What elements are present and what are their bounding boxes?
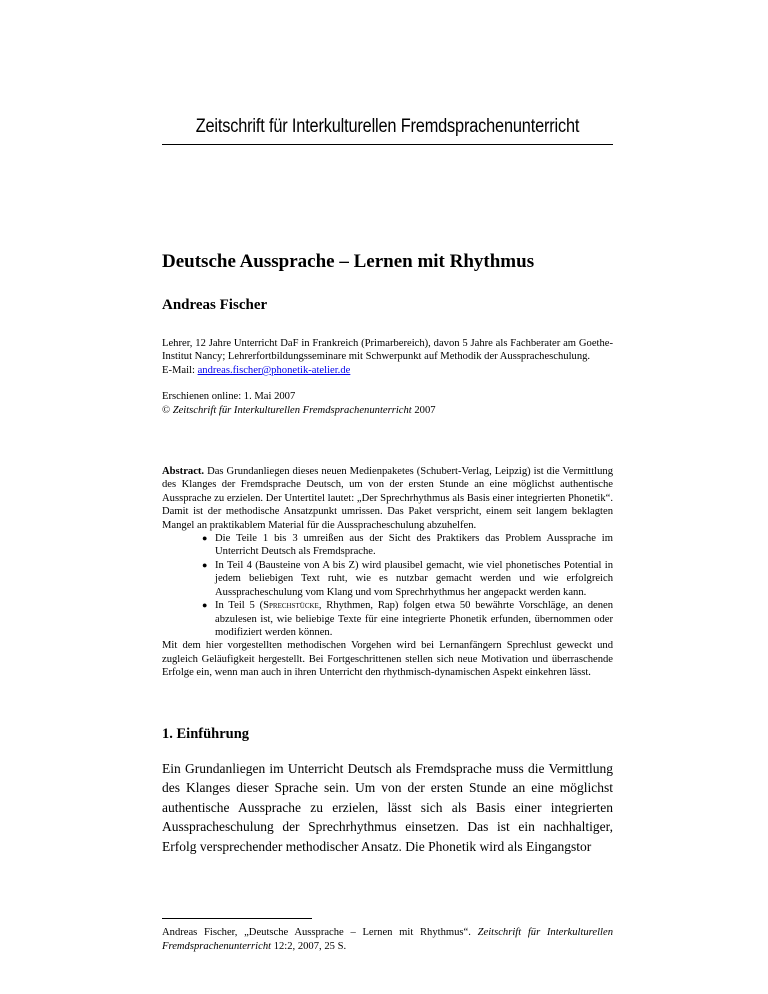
header-rule — [162, 144, 613, 145]
list-item — [162, 599, 613, 639]
bullet-text-pre: In Teil 5 ( — [215, 600, 264, 612]
email-label: E-Mail: — [162, 364, 198, 376]
section-heading: 1. Einführung — [162, 725, 250, 742]
bullet-text: Die Teile 1 bis 3 umreißen aus der Sicht des Praktikers das Problem Aussprache im Unterricht Deutsch als Fremdsprache. — [215, 533, 613, 558]
article-content — [162, 250, 613, 856]
journal-header: Zeitschrift für Interkulturellen Fremdsprachenunterricht — [195, 116, 580, 137]
abstract-intro: Das Grundanliegen dieses neuen Medienpaketes (Schubert-Verlag, Leipzig) ist die Vermittlung des Klanges der Fremdsprache Deutsch, um von der ersten Stunde an eine möglichst authentische Aussprache zu erzielen. Der Untertitel lautet: „Der Sprechrhythmus als Basis einer integrierten Phonetik“. Damit ist der methodische Ansatzpunkt umrissen. Das Paket verspricht, einem seit langem beklagten Mangel an praktikablem Material für die Ausspracheschulung abzuhelfen. — [162, 466, 613, 531]
bullet-text: In Teil 4 (Bausteine von A bis Z) wird plausibel gemacht, wie viel phonetisches Potential in jedem beliebigen Text ruht, wie es nutzbar gemacht werden und wie erfolgreich Ausspracheschulung vom Klang und vom Sprechrhythmus her angepackt werden kann. — [215, 559, 613, 598]
article-author: Andreas Fischer — [162, 297, 268, 313]
section-body: Ein Grundanliegen im Unterricht Deutsch als Fremdsprache muss die Vermittlung des Klanges dieser Sprache sein. Um von der ersten Stunde an eine möglichst authentische Aussprache zu erzielen, lässt sich als Basis einer integrierten Ausspracheschulung der Sprechrhythmus einsetzen. Das ist ein nachhaltiger, Erfolg versprechender methodischer Ansatz. Die Phonetik wird als Eingangstor — [162, 760, 613, 854]
bullet-text-smallcaps: Sprechstücke — [263, 600, 319, 612]
bullet-text-post: , Rhythmen, Rap) folgen etwa 50 bewährte Vorschläge, an denen abzulesen ist, wie beliebige Texte für eine integrierte Phonetik erfunden, übernommen oder modifiziert werden können. — [215, 600, 614, 638]
list-item — [162, 532, 613, 559]
copyright-year: 2007 — [411, 404, 436, 416]
bullet-icon: ● — [202, 559, 208, 570]
abstract — [162, 465, 613, 680]
copyright-journal: Zeitschrift für Interkulturellen Fremdsprachenunterricht — [172, 404, 412, 416]
author-email — [162, 364, 613, 377]
abstract-label: Abstract. — [162, 466, 205, 478]
footnote-rule — [162, 918, 312, 919]
copyright-symbol: © — [162, 404, 173, 416]
article-title: Deutsche Aussprache – Lernen mit Rhythmus — [162, 251, 535, 272]
footnote — [162, 926, 613, 953]
email-link[interactable]: andreas.fischer@phonetik-atelier.de — [197, 364, 351, 376]
author-bio: Lehrer, 12 Jahre Unterricht DaF in Frankreich (Primarbereich), davon 5 Jahre als Fachberater am Goethe-Institut Nancy; Lehrerfortbildungsseminare mit Schwerpunkt auf Methodik der Ausspracheschulung. — [162, 338, 613, 363]
abstract-bullets — [162, 532, 613, 639]
bullet-icon: ● — [202, 600, 208, 611]
copyright-line — [162, 404, 613, 417]
list-item — [162, 559, 613, 599]
footnote-post: 12:2, 2007, 25 S. — [271, 940, 347, 952]
footnote-pre: Andreas Fischer, „Deutsche Aussprache – Lernen mit Rhythmus“. — [162, 927, 478, 938]
abstract-closing: Mit dem hier vorgestellten methodischen Vorgehen wird bei Lernanfängern Sprechlust geweckt und zugleich Geläufigkeit hergestellt. Bei Fortgeschrittenen stellen sich neue Motivation und überraschende Erfolge ein, wenn man auch in ihren Unterricht den rhythmisch-dynamischen Aspekt einkehren lässt. — [162, 640, 613, 679]
publication-date: Erschienen online: 1. Mai 2007 — [162, 391, 296, 403]
bullet-icon: ● — [202, 533, 208, 544]
footnote-journal: Zeitschrift für Interkulturellen Fremdsprachenunterricht — [162, 927, 613, 952]
